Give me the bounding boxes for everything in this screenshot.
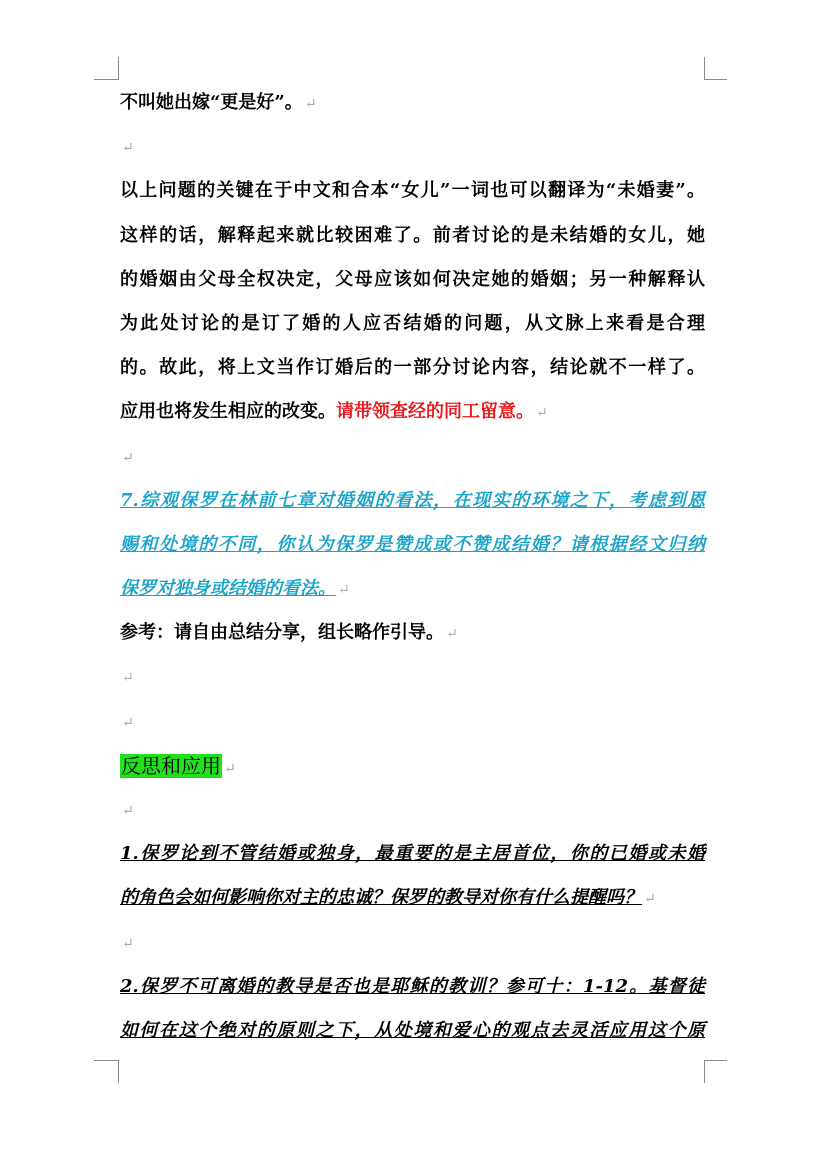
paragraph-mark-icon: ↵ — [122, 449, 134, 466]
document-body[interactable] — [120, 81, 705, 1053]
reference-line: 参考：请自由总结分享，组长略作引导。 ↵ — [120, 622, 458, 644]
question-line: 2.保罗不可离婚的教导是否也是耶稣的教训？参可十：1-12。基督徒 — [120, 975, 705, 997]
paragraph-line: 不叫她出嫁“更是好”。 ↵ — [120, 92, 317, 113]
question-7-line: 7.综观保罗在林前七章对婚姻的看法，在现实的环境之下，考虑到恩 — [120, 489, 705, 511]
paragraph-mark-icon: ↵ — [122, 670, 134, 687]
paragraph-line: 的。故此，将上文当作订婚后的一部分讨论内容，结论就不一样了。 — [120, 357, 705, 379]
paragraph-mark-icon: ↵ — [122, 714, 134, 731]
paragraph-mark-icon: ↵ — [224, 760, 236, 777]
paragraph-mark-icon: ↵ — [122, 935, 134, 952]
paragraph-line: 应用也将发生相应的改变。请带领查经的同工留意。 ↵ — [120, 401, 548, 423]
leader-note: 请带领查经的同工留意。 — [336, 401, 534, 423]
empty-paragraph — [120, 700, 705, 744]
section-heading-text: 反思和应用 — [121, 753, 221, 778]
question-7-line: 保罗对独身或结婚的看法。 ↵ — [120, 578, 350, 600]
paragraph-mark-icon: ↵ — [304, 96, 317, 112]
question-7-line: 赐和处境的不同，你认为保罗是赞成或不赞成结婚？请根据经文归纳 — [120, 533, 705, 555]
paragraph-mark-icon: ↵ — [122, 803, 134, 819]
empty-paragraph — [120, 788, 705, 832]
empty-paragraph — [120, 921, 705, 965]
paragraph-line: 这样的话，解释起来就比较困难了。前者讨论的是未结婚的女儿，她 — [120, 224, 705, 246]
paragraph-mark-icon: ↵ — [644, 891, 656, 908]
question-line: 1.保罗论到不管结婚或独身，最重要的是主居首位，你的已婚或未婚 — [120, 843, 705, 865]
paragraph-mark-icon: ↵ — [122, 140, 134, 157]
paragraph-line: 的婚姻由父母全权决定，父母应该如何决定她的婚姻；另一种解释认 — [120, 268, 705, 290]
empty-paragraph — [120, 655, 705, 699]
paragraph-mark-icon: ↵ — [446, 626, 458, 643]
paragraph-mark-icon: ↵ — [536, 405, 548, 422]
paragraph-mark-icon: ↵ — [338, 582, 350, 599]
question-line: 如何在这个绝对的原则之下，从处境和爱心的观点去灵活应用这个原 — [120, 1019, 705, 1041]
empty-paragraph — [120, 435, 705, 479]
paragraph-line: 以上问题的关键在于中文和合本“女儿”一词也可以翻译为“未婚妻”。 — [120, 180, 705, 202]
question-line: 的角色会如何影响你对主的忠诚？保罗的教导对你有什么提醒吗？ ↵ — [120, 887, 656, 909]
section-heading — [120, 744, 705, 788]
empty-paragraph — [120, 125, 705, 169]
paragraph-line: 为此处讨论的是订了婚的人应否结婚的问题，从文脉上来看是合理 — [120, 312, 705, 334]
